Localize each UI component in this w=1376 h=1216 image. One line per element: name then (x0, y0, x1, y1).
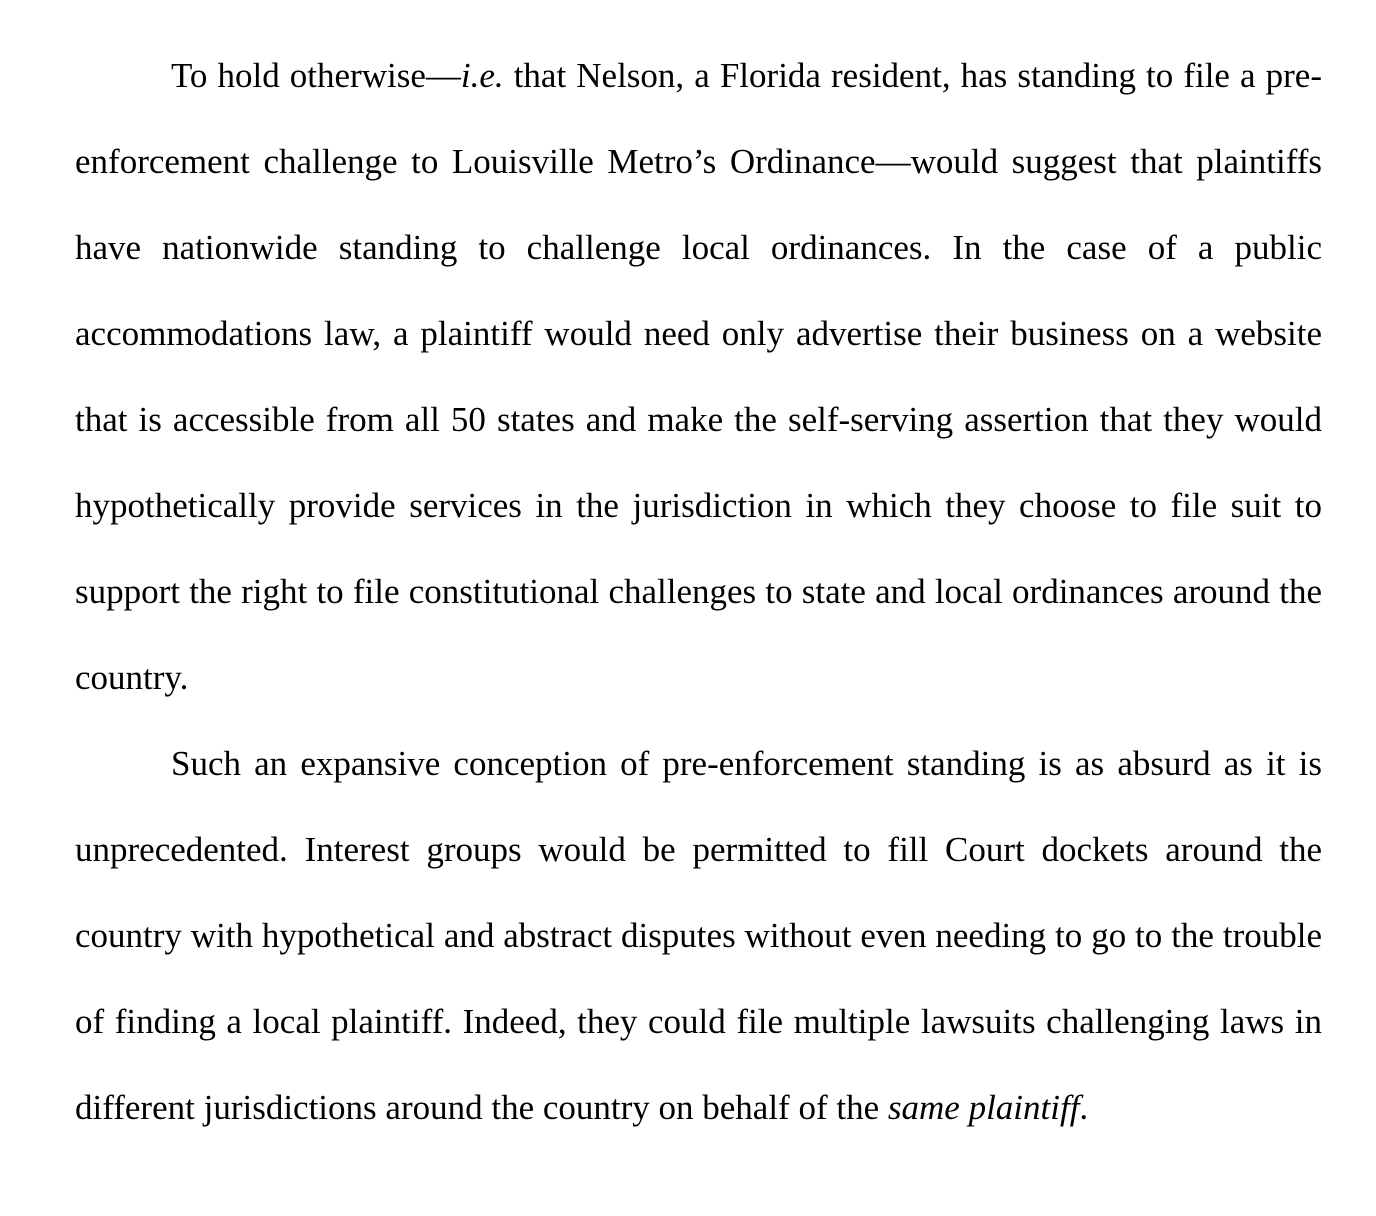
paragraph-2-text-b: . (1079, 1088, 1089, 1127)
paragraph-2-text-a: Such an expansive conception of pre-enforcement standing is as absurd as it is unprecedented. Interest groups would be permitted to fill Court dockets around the country with hypothetical and abstract disputes without even needing to go to the trouble of finding a local plaintiff. Indeed, they could file multiple lawsuits challenging laws in different jurisdictions around the country on behalf of the (75, 744, 1322, 1127)
document-page (75, 33, 1322, 1151)
paragraph-1-text-b: that Nelson, a Florida resident, has standing to file a pre-enforcement challenge to Louisville Metro’s Ordinance—would suggest that plaintiffs have nationwide standing to challenge local ordinances. In the case of a public accommodations law, a plaintiff would need only advertise their business on a website that is accessible from all 50 states and make the self-serving assertion that they would hypothetically provide services in the jurisdiction in which they choose to file suit to support the right to file constitutional challenges to state and local ordinances around the country. (75, 56, 1322, 697)
paragraph-1 (75, 33, 1322, 721)
paragraph-2-italic-same-plaintiff: same plaintiff (887, 1088, 1080, 1127)
paragraph-1-italic-ie: i.e. (460, 56, 504, 95)
paragraph-2 (75, 721, 1322, 1151)
paragraph-1-text-a: To hold otherwise— (171, 56, 461, 95)
